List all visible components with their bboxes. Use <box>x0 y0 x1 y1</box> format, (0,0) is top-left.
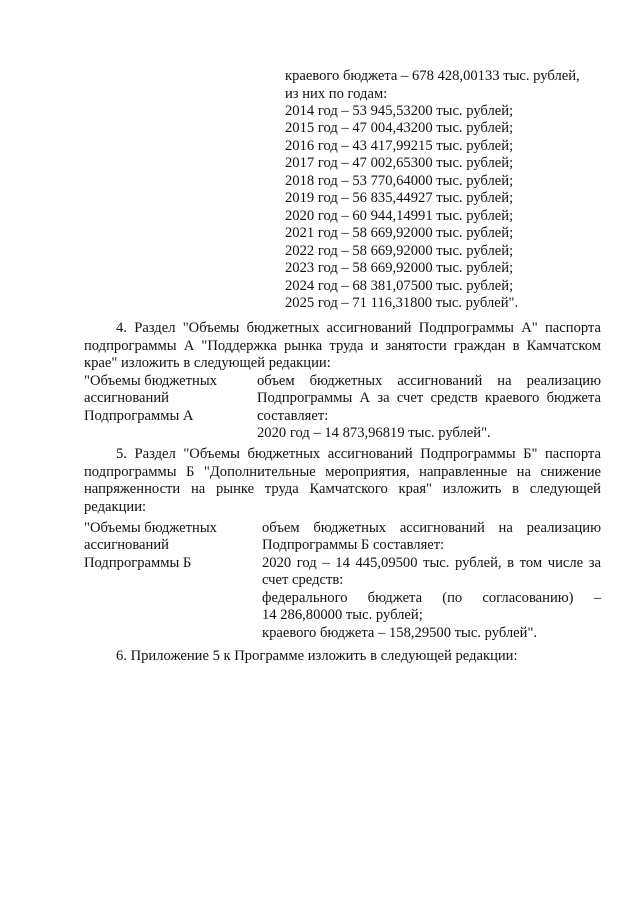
item-4-line: 4. Раздел "Объемы бюджетных ассигнований Подпрограммы А" паспорта <box>116 320 601 336</box>
funding-year-line: 2019 год – 56 835,44927 тыс. рублей; <box>285 190 514 206</box>
item-4-value-line: объем бюджетных ассигнований на реализацию <box>257 373 601 389</box>
item-4-label-line: Подпрограммы А <box>84 408 194 424</box>
item-5-line: подпрограммы Б "Дополнительные мероприятия, направленные на снижение <box>84 464 601 480</box>
item-4-value-line: составляет: <box>257 408 329 424</box>
item-5-value-line: Подпрограммы Б составляет: <box>262 537 445 553</box>
funding-year-line: 2014 год – 53 945,53200 тыс. рублей; <box>285 103 514 119</box>
funding-year-line: 2020 год – 60 944,14991 тыс. рублей; <box>285 208 514 224</box>
item-5-value-line: объем бюджетных ассигнований на реализацию <box>262 520 601 536</box>
item-6-paragraph: 6. Приложение 5 к Программе изложить в следующей редакции: <box>116 648 518 664</box>
item-5-label-line: ассигнований <box>84 537 169 553</box>
item-4-value-line: 2020 год – 14 873,96819 тыс. рублей". <box>257 425 491 441</box>
funding-by-years-label: из них по годам: <box>285 86 388 102</box>
item-5-label-line: Подпрограммы Б <box>84 555 192 571</box>
item-5-line: напряженности на рынке труда Камчатского края" изложить в следующей <box>84 481 601 497</box>
funding-year-line: 2018 год – 53 770,64000 тыс. рублей; <box>285 173 514 189</box>
item-5-value-line: краевого бюджета – 158,29500 тыс. рублей". <box>262 625 538 641</box>
item-5-value-line: федерального бюджета (по согласованию) – <box>262 590 601 606</box>
funding-year-line: 2015 год – 47 004,43200 тыс. рублей; <box>285 120 514 136</box>
item-5-line: редакции: <box>84 499 147 515</box>
funding-year-line: 2023 год – 58 669,92000 тыс. рублей; <box>285 260 514 276</box>
funding-year-line: 2017 год – 47 002,65300 тыс. рублей; <box>285 155 514 171</box>
funding-year-line: 2021 год – 58 669,92000 тыс. рублей; <box>285 225 514 241</box>
item-5-value-line: счет средств: <box>262 572 344 588</box>
funding-year-line: 2016 год – 43 417,99215 тыс. рублей; <box>285 138 514 154</box>
item-5-value-line: 14 286,80000 тыс. рублей; <box>262 607 423 623</box>
funding-year-line: 2022 год – 58 669,92000 тыс. рублей; <box>285 243 514 259</box>
item-5-line: 5. Раздел "Объемы бюджетных ассигнований Подпрограммы Б" паспорта <box>116 446 601 462</box>
item-4-line: подпрограммы А "Поддержка рынка труда и занятости граждан в Камчатском <box>84 338 601 354</box>
item-4-line: крае" изложить в следующей редакции: <box>84 355 331 371</box>
item-4-label-line: ассигнований <box>84 390 169 406</box>
funding-year-line: 2024 год – 68 381,07500 тыс. рублей; <box>285 278 514 294</box>
item-4-value-line: Подпрограммы А за счет средств краевого бюджета <box>257 390 601 406</box>
item-4-label-line: "Объемы бюджетных <box>84 373 217 389</box>
funding-total-line: краевого бюджета – 678 428,00133 тыс. рублей, <box>285 68 580 84</box>
item-5-label-line: "Объемы бюджетных <box>84 520 217 536</box>
funding-year-line: 2025 год – 71 116,31800 тыс. рублей". <box>285 295 519 311</box>
item-5-value-line: 2020 год – 14 445,09500 тыс. рублей, в том числе за <box>262 555 601 571</box>
